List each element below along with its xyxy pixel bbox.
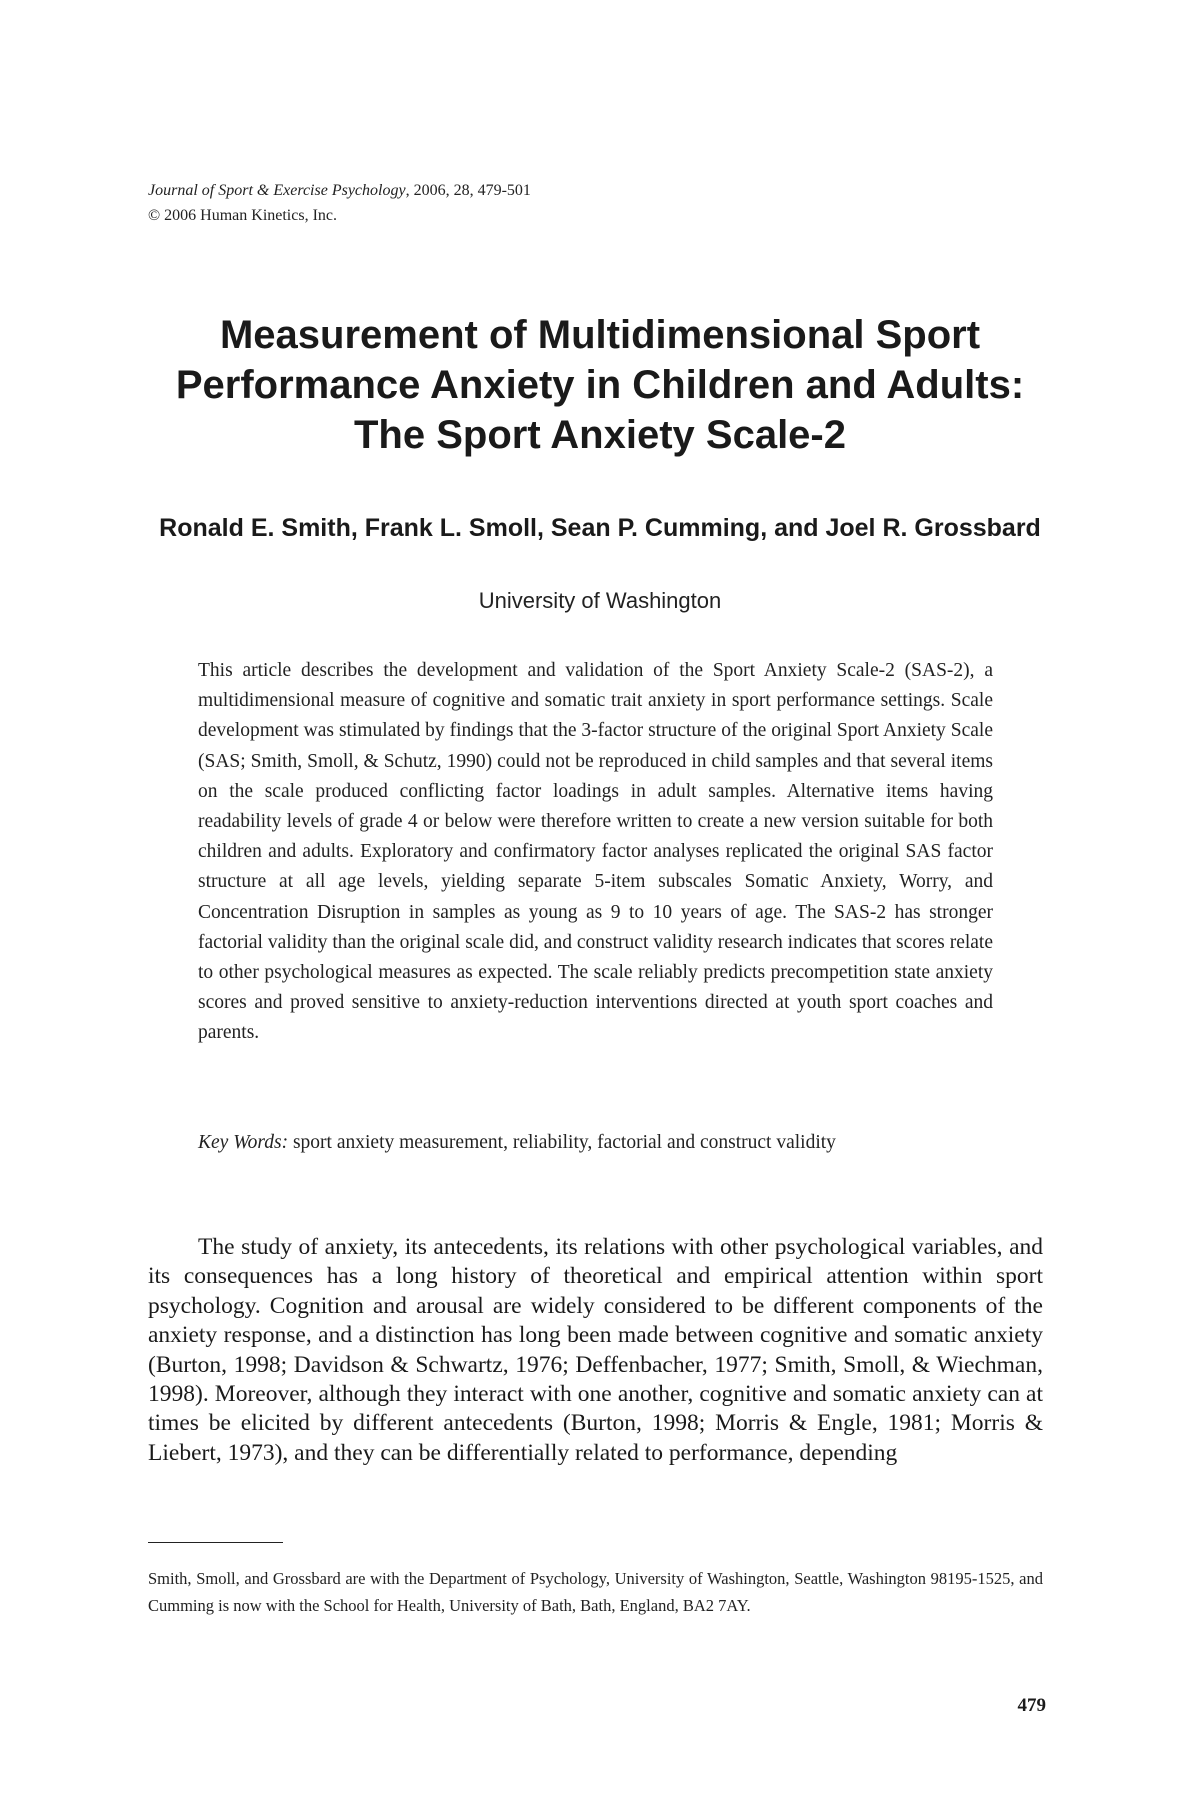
- author-affiliation: University of Washington: [478, 588, 722, 613]
- keywords-list: sport anxiety measurement, reliability, factorial and construct validity: [288, 1132, 836, 1153]
- author-footnote: Smith, Smoll, and Grossbard are with the Department of Psychology, University of Washington, Seattle, Washington 98195-1525, and Cumming is now with the School for Health, University of Bath, Bath, England, BA2 7AY.: [148, 1569, 1043, 1615]
- copyright-line: © 2006 Human Kinetics, Inc.: [148, 207, 338, 224]
- journal-citation: , 2006, 28, 479-501: [405, 182, 531, 199]
- journal-citation-line: [148, 178, 531, 203]
- page-number: 479: [1017, 1695, 1046, 1716]
- journal-header: [148, 178, 531, 228]
- keywords-label: Key Words:: [198, 1132, 289, 1153]
- footnote-divider: [148, 1542, 283, 1543]
- journal-name: Journal of Sport & Exercise Psychology: [148, 182, 406, 199]
- article-authors: Ronald E. Smith, Frank L. Smoll, Sean P. Cumming, and Joel R. Grossbard: [159, 514, 1041, 542]
- keywords: [198, 1128, 993, 1158]
- abstract: This article describes the development and validation of the Sport Anxiety Scale-2 (SAS-2), a multidimensional measure of cognitive and somatic trait anxiety in sport performance settings. Scale development was stimulated by findings that the 3-factor structure of the original Sport Anxiety Scale (SAS; Smith, Smoll, & Schutz, 1990) could not be reproduced in child samples and that several items on the scale produced conflicting factor loadings in adult samples. Alternative items having readability levels of grade 4 or below were therefore written to create a new version suitable for both children and adults. Exploratory and confirmatory factor analyses replicated the original SAS factor structure at all age levels, yielding separate 5-item subscales Somatic Anxiety, Worry, and Concentration Disruption in samples as young as 9 to 10 years of age. The SAS-2 has stronger factorial validity than the original scale did, and construct validity research indicates that scores relate to other psychological measures as expected. The scale reliably predicts precompetition state anxiety scores and proved sensitive to anxiety-reduction interventions directed at youth sport coaches and parents.: [198, 660, 993, 1044]
- article-title: Measurement of Multidimensional Sport Performance Anxiety in Children and Adults: The Sport Anxiety Scale-2: [175, 313, 1025, 457]
- body-paragraph: The study of anxiety, its antecedents, its relations with other psychological variables, and its consequences has a long history of theoretical and empirical attention within sport psychology. Cognition and arousal are widely considered to be different components of the anxiety response, and a distinction has long been made between cognitive and somatic anxiety (Burton, 1998; Davidson & Schwartz, 1976; Deffenbacher, 1977; Smith, Smoll, & Wiechman, 1998). Moreover, although they interact with one another, cognitive and somatic anxiety can at times be elicited by different antecedents (Burton, 1998; Morris & Engle, 1981; Morris & Liebert, 1973), and they can be differentially related to performance, depending: [148, 1234, 1043, 1466]
